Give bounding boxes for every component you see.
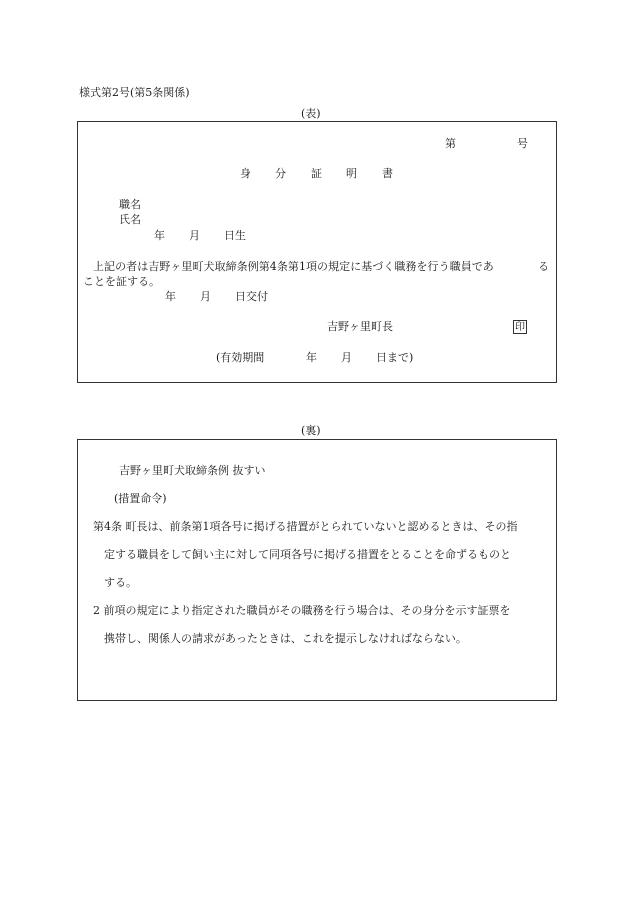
article-caption: (措置命令) [114,492,167,505]
article-4-line-1: 第4条 町長は、前条第1項各号に掲げる措置がとられていないと認めるときは、その指 [93,520,518,533]
certificate-title-char-4: 明 [346,167,357,180]
front-card [77,121,557,383]
seal-mark: 印 [515,322,525,333]
paragraph-2-line-2: 携帯し、関係人の請求があったときは、これを提示しなければならない。 [104,632,467,645]
validity-year-label: 年 [306,351,317,364]
certificate-title-char-1: 身 [240,167,251,180]
birth-year-label: 年 [154,229,165,242]
certificate-number-go: 号 [517,137,528,150]
statement-line-2: ことを証する。 [83,275,160,288]
issue-year-label: 年 [165,290,176,303]
article-4-line-3: する。 [104,576,137,589]
certificate-title-char-5: 書 [382,167,393,180]
birth-day-label: 日生 [224,229,246,242]
front-heading: (表) [301,107,321,120]
shokumei-label: 職名 [119,198,141,211]
shimei-label: 氏名 [119,213,141,226]
birth-month-label: 月 [189,229,200,242]
certificate-title-char-2: 分 [275,167,286,180]
statement-line-1-end: る [538,260,549,273]
validity-month-label: 月 [341,351,352,364]
paragraph-2-line-1: 2 前項の規定により指定された職員がその職務を行う場合は、その身分を示す証票を [93,604,511,617]
issue-month-label: 月 [200,290,211,303]
certificate-title-char-3: 証 [311,167,322,180]
ordinance-excerpt-label: 吉野ヶ里町犬取締条例 抜すい [119,464,266,477]
statement-line-1: 上記の者は吉野ヶ里町犬取締条例第4条第1項の規定に基づく職務を行う職員であ [93,260,494,273]
mayor-label: 吉野ヶ里町長 [327,320,393,333]
validity-open: (有効期間 [216,351,265,364]
issue-day-label: 日交付 [235,290,268,303]
back-heading: (裏) [301,424,321,437]
form-label: 様式第2号(第5条関係) [79,86,190,99]
article-4-line-2: 定する職員をして飼い主に対して同項各号に掲げる措置をとることを命ずるものと [104,548,511,561]
back-card [77,439,557,701]
validity-close: 日まで) [376,351,414,364]
certificate-number-dai: 第 [445,137,456,150]
